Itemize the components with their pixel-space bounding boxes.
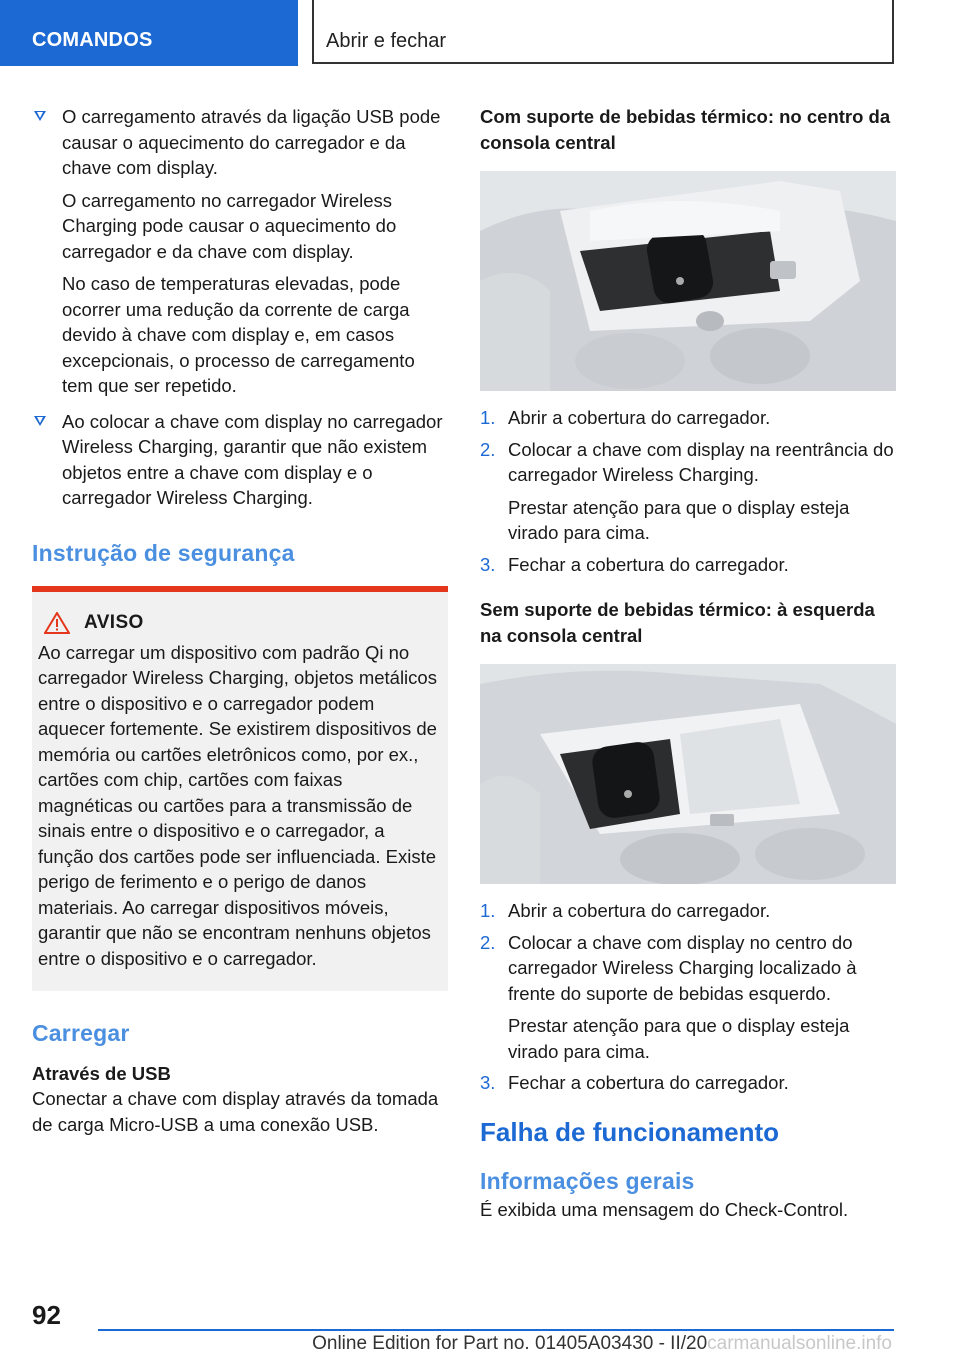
step-text: Colocar a chave com display na reentrância do carregador Wireless Charging. (508, 438, 894, 485)
usb-text: Conectar a chave com display através da tomada de carga Micro-USB a uma conexão USB. (32, 1088, 439, 1135)
chapter-title-box (312, 0, 894, 64)
left-column (32, 104, 448, 1137)
usb-subheading: Através de USB (32, 1062, 171, 1084)
page-number: 92 (32, 1300, 61, 1330)
safety-heading: Instrução de segurança (32, 539, 295, 566)
bullet-text: No caso de temperaturas elevadas, pode ocorrer uma redução da corrente de carga devido à chave com display e, em casos excepcionais, o processo de carregamento tem que ser repetido. (62, 273, 415, 396)
bullet-triangle-icon (34, 416, 46, 426)
footer-watermark: carmanualsonline.info (707, 1333, 892, 1354)
step-number: 2. (480, 931, 496, 953)
step-text: Abrir a cobertura do carregador. (508, 900, 771, 921)
warning-label: AVISO (84, 612, 144, 633)
step-text: Abrir a cobertura do carregador. (508, 407, 771, 428)
general-info-text: É exibida uma mensagem do Check-Control. (480, 1198, 849, 1220)
bullet-item (32, 104, 448, 399)
charge-heading: Carregar (32, 1020, 130, 1046)
step-number: 1. (480, 900, 496, 921)
step-text: Colocar a chave com display no centro do carregador Wireless Charging localizado à frente do suporte de bebidas esquerdo. (508, 931, 857, 1004)
list-item (480, 437, 896, 546)
warning-box (32, 586, 448, 991)
steps-list-center (480, 405, 896, 577)
bullet-text: O carregamento no carregador Wireless Charging pode causar o aquecimento do carregador e da chave com display. (62, 189, 397, 262)
section-label: COMANDOS (32, 29, 153, 51)
steps-list-left (480, 898, 896, 1096)
warning-triangle-icon (44, 612, 70, 634)
list-item (480, 405, 896, 431)
no-thermal-holder-heading: Sem suporte de bebidas térmico: à esquerda na consola central (480, 599, 875, 646)
step-number: 1. (480, 407, 496, 428)
footer-divider (98, 1329, 894, 1331)
footer-edition: Online Edition for Part no. 01405A03430 - II/20 (312, 1333, 708, 1354)
step-number: 2. (480, 438, 496, 460)
step-note: Prestar atenção para que o display esteja virado para cima. (508, 496, 850, 543)
chapter-title: Abrir e fechar (326, 30, 447, 52)
list-item (480, 898, 896, 924)
step-text: Fechar a cobertura do carregador. (508, 1072, 789, 1093)
bullet-item (32, 409, 448, 511)
console-photo-center (480, 171, 896, 391)
step-note: Prestar atenção para que o display esteja virado para cima. (508, 1015, 850, 1062)
step-text: Fechar a cobertura do carregador. (508, 553, 789, 575)
thermal-holder-heading: Com suporte de bebidas térmico: no centro da consola central (480, 106, 891, 153)
bullet-text: Ao colocar a chave com display no carregador Wireless Charging, garantir que não existem objetos entre a chave com display e o carregador Wireless Charging. (62, 410, 443, 508)
right-column (480, 104, 896, 1222)
console-photo-left (480, 664, 896, 884)
list-item (480, 1070, 896, 1096)
list-item (480, 552, 896, 578)
bullet-text: O carregamento através da ligação USB pode causar o aquecimento do carregador e da chave com display. (62, 106, 441, 178)
warning-header (44, 610, 442, 636)
malfunction-heading: Falha de funcionamento (480, 1116, 780, 1147)
footer (0, 1333, 960, 1355)
general-info-heading: Informações gerais (480, 1168, 695, 1194)
warning-text: Ao carregar um dispositivo com padrão Qi no carregador Wireless Charging, objetos metálicos entre o dispositivo e o carregador podem aquecer fortemente. Se existirem dispositivos de memória ou cartões eletrônicos como, por ex., cartões com chip, cartões com faixas magnéticas ou cartões para a transmissão de sinais entre o dispositivo e o carregador, a função dos cartões pode ser influenciada. Existe perigo de ferimento e o perigo de danos materiais. Ao carregar dispositivos móveis, garantir que não se encontram nenhuns objetos entre o dispositivo e o carregador. (38, 641, 437, 969)
list-item (480, 930, 896, 1065)
bullet-triangle-icon (34, 111, 46, 121)
step-number: 3. (480, 1072, 496, 1093)
section-tab (0, 0, 298, 66)
step-number: 3. (480, 553, 496, 575)
